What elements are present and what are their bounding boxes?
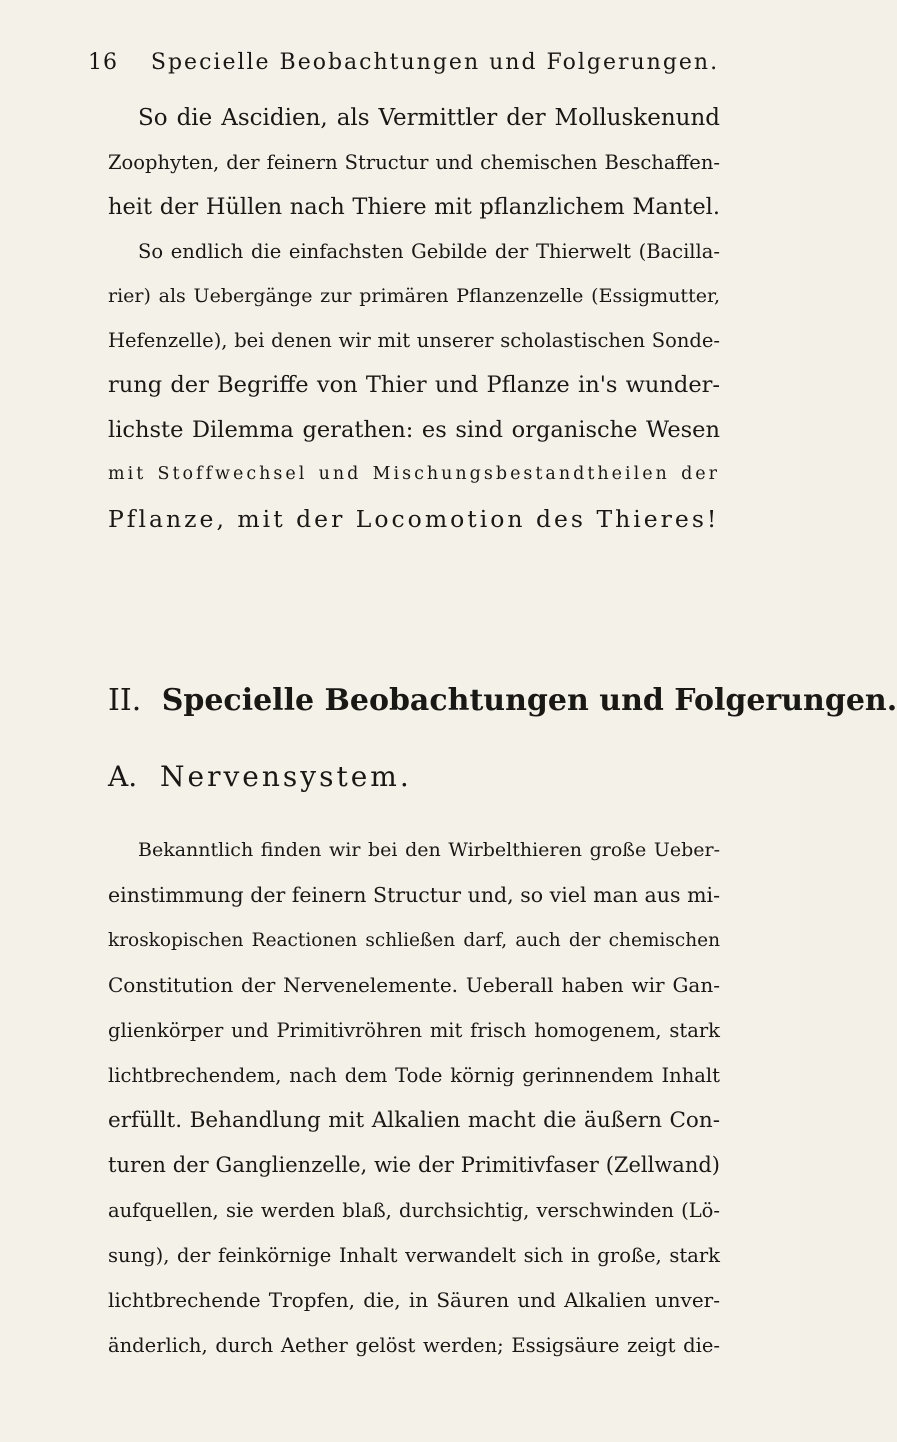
text-line: turen der Ganglienzelle, wie der Primitivfaser (Zellwand) xyxy=(108,1153,720,1177)
text-line: heit der Hüllen nach Thiere mit pflanzlichem Mantel. xyxy=(108,194,720,220)
text-line: änderlich, durch Aether gelöst werden; Essigsäure zeigt die- xyxy=(108,1334,720,1357)
subsection-letter: A. xyxy=(108,760,138,793)
paragraph-nervous-system xyxy=(108,828,720,1368)
text-line: aufquellen, sie werden blaß, durchsichtig, verschwinden (Lö- xyxy=(108,1199,720,1222)
subsection-title: Nervensystem. xyxy=(160,760,412,793)
text-line: rier) als Uebergänge zur primären Pflanzenzelle (Essigmutter, xyxy=(108,285,720,307)
text-line: kroskopischen Reactionen schließen darf, auch der chemischen xyxy=(108,930,720,951)
section-title: Specielle Beobachtungen und Folgerungen. xyxy=(161,683,897,718)
text-line: sung), der feinkörnige Inhalt verwandelt sich in große, stark xyxy=(108,1244,720,1267)
subsection-heading xyxy=(108,760,412,793)
text-line: glienkörper und Primitivröhren mit frisch homogenem, stark xyxy=(108,1019,720,1042)
running-head xyxy=(88,50,720,84)
text-line: Constitution der Nervenelemente. Ueberall haben wir Gan- xyxy=(108,973,720,997)
text-line: Hefenzelle), bei denen wir mit unserer scholastischen Sonde- xyxy=(108,328,720,352)
text-line: rung der Begriffe von Thier und Pflanze in's wunder- xyxy=(108,372,720,398)
text-line: So endlich die einfachsten Gebilde der Thierwelt (Bacilla- xyxy=(138,239,720,263)
text-line: So die Ascidien, als Vermittler der Molluskenund xyxy=(138,105,720,131)
text-line: mit Stoffwechsel und Mischungsbestandtheilen der xyxy=(108,464,720,484)
running-title: Specielle Beobachtungen und Folgerungen. xyxy=(150,50,720,75)
text-line: erfüllt. Behandlung mit Alkalien macht die äußern Con- xyxy=(108,1108,720,1133)
text-line: lichtbrechende Tropfen, die, in Säuren und Alkalien unver- xyxy=(108,1288,720,1312)
text-line: Bekanntlich finden wir bei den Wirbelthieren große Ueber- xyxy=(138,839,720,861)
text-line: Pflanze, mit der Locomotion des Thieres! xyxy=(108,504,720,533)
section-heading xyxy=(108,683,897,718)
text-line: lichste Dilemma gerathen: es sind organische Wesen xyxy=(108,416,720,443)
page-number: 16 xyxy=(88,50,118,75)
text-line: lichtbrechendem, nach dem Tode körnig gerinnendem Inhalt xyxy=(108,1064,720,1087)
text-line: Zoophyten, der feinern Structur und chemischen Beschaffen- xyxy=(108,150,720,174)
paragraph-ascidians xyxy=(108,96,720,541)
text-line: einstimmung der feinern Structur und, so viel man aus mi- xyxy=(108,883,720,907)
section-numeral: II. xyxy=(108,683,142,718)
